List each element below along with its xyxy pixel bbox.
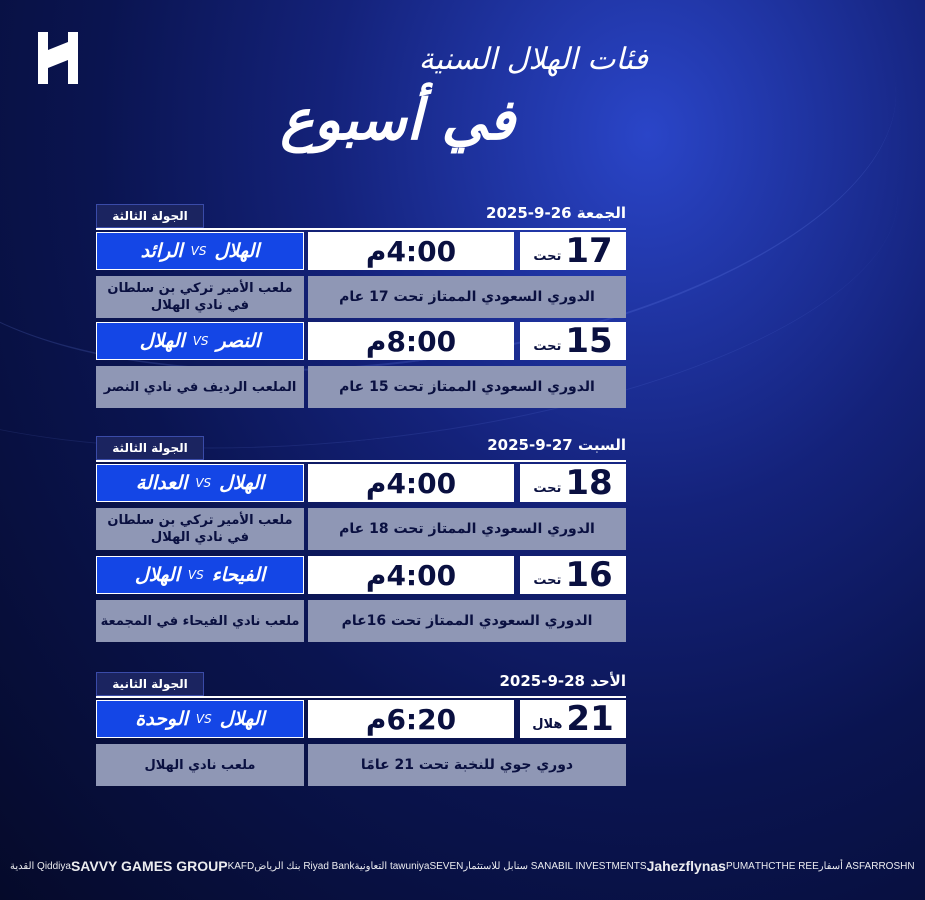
- venue-text: ملعب نادي الهلال: [144, 757, 256, 773]
- sponsor-logo: SEVEN: [429, 860, 464, 872]
- match-time: 4:00م: [308, 464, 514, 502]
- sponsor-logo: THE REE: [775, 860, 819, 872]
- league-name: الدوري السعودي الممتاز تحت 16عام: [308, 600, 626, 642]
- age-number: 18: [565, 463, 613, 503]
- divider: [96, 460, 626, 462]
- sponsor-logo: THC: [754, 860, 776, 872]
- match-time: 8:00م: [308, 322, 514, 360]
- venue: [96, 366, 304, 408]
- sponsor-bar: [0, 846, 915, 886]
- age-category: [520, 322, 626, 360]
- away-team: الرائد: [140, 240, 183, 262]
- round-badge: الجولة الثالثة: [96, 204, 204, 228]
- page-subtitle: فئات الهلال السنية: [418, 42, 648, 77]
- club-logo-icon: [32, 28, 84, 88]
- age-label: تحت: [533, 481, 562, 496]
- sponsor-logo: أسفار ASFAR: [818, 860, 879, 872]
- age-category: [520, 556, 626, 594]
- away-team: العدالة: [135, 472, 188, 494]
- age-category: [520, 464, 626, 502]
- sponsor-logo: ROSHN: [878, 860, 915, 872]
- match-time: 6:20م: [308, 700, 514, 738]
- match-date: الجمعة 26-9-2025: [486, 204, 626, 222]
- home-team: الهلال: [219, 708, 265, 730]
- age-label: تحت: [533, 573, 562, 588]
- home-team: الهلال: [214, 240, 260, 262]
- age-number: 16: [565, 555, 613, 595]
- teams-box: [96, 556, 304, 594]
- match-card[interactable]: [96, 322, 626, 408]
- venue-text: ملعب الأمير تركي بن سلطان في نادي الهلال: [107, 281, 293, 313]
- age-label: هلال: [532, 717, 563, 732]
- teams-box: [96, 464, 304, 502]
- league-name: دوري جوي للنخبة تحت 21 عامًا: [308, 744, 626, 786]
- venue: [96, 744, 304, 786]
- sponsor-logo: بنك الرياض Riyad Bank: [254, 860, 355, 872]
- divider: [96, 696, 626, 698]
- sponsor-logo: flynas: [685, 858, 726, 874]
- teams-box: [96, 322, 304, 360]
- day-header: [96, 204, 626, 228]
- vs-label: VS: [192, 334, 209, 348]
- home-team: الهلال: [219, 472, 265, 494]
- away-team: الهلال: [134, 564, 180, 586]
- away-team: الوحدة: [135, 708, 188, 730]
- sponsor-logo: القدية Qiddiya: [10, 860, 71, 872]
- vs-label: VS: [195, 476, 212, 490]
- venue: [96, 508, 304, 550]
- away-team: الهلال: [139, 330, 185, 352]
- age-number: 15: [565, 321, 613, 361]
- vs-label: VS: [195, 712, 212, 726]
- age-category: [520, 232, 626, 270]
- match-card[interactable]: [96, 556, 626, 642]
- round-badge: الجولة الثانية: [96, 672, 204, 696]
- sponsor-logo: سنابل للاستثمار SANABIL INVESTMENTS: [463, 860, 647, 872]
- teams-box: [96, 700, 304, 738]
- teams-box: [96, 232, 304, 270]
- home-team: النصر: [216, 330, 261, 352]
- match-time: 4:00م: [308, 556, 514, 594]
- sponsor-logo: KAFD: [227, 860, 255, 872]
- match-card[interactable]: [96, 700, 626, 786]
- match-date: الأحد 28-9-2025: [499, 672, 626, 690]
- vs-label: VS: [190, 244, 207, 258]
- sponsor-logo: Jahez: [646, 858, 686, 874]
- age-number: 21: [566, 699, 614, 739]
- day-header: [96, 436, 626, 460]
- home-team: الفيحاء: [211, 564, 266, 586]
- venue-text: ملعب الأمير تركي بن سلطان في نادي الهلال: [107, 513, 293, 545]
- vs-label: VS: [187, 568, 204, 582]
- round-badge: الجولة الثالثة: [96, 436, 204, 460]
- match-card[interactable]: [96, 232, 626, 318]
- match-card[interactable]: [96, 464, 626, 550]
- league-name: الدوري السعودي الممتاز تحت 17 عام: [308, 276, 626, 318]
- venue-text: الملعب الرديف في نادي النصر: [103, 379, 297, 395]
- venue: [96, 276, 304, 318]
- page-title: في أسبوع: [280, 88, 515, 153]
- match-time: 4:00م: [308, 232, 514, 270]
- sponsor-logo: التعاونية tawuniya: [354, 860, 430, 872]
- divider: [96, 228, 626, 230]
- age-category: [520, 700, 626, 738]
- venue-text: ملعب نادي الفيحاء في المجمعة: [100, 613, 300, 629]
- age-label: تحت: [533, 249, 562, 264]
- venue: [96, 600, 304, 642]
- age-label: تحت: [533, 339, 562, 354]
- league-name: الدوري السعودي الممتاز تحت 15 عام: [308, 366, 626, 408]
- day-header: [96, 672, 626, 696]
- age-number: 17: [565, 231, 613, 271]
- league-name: الدوري السعودي الممتاز تحت 18 عام: [308, 508, 626, 550]
- sponsor-logo: SAVVY GAMES GROUP: [70, 858, 228, 874]
- sponsor-logo: PUMA: [725, 860, 755, 872]
- match-date: السبت 27-9-2025: [487, 436, 626, 454]
